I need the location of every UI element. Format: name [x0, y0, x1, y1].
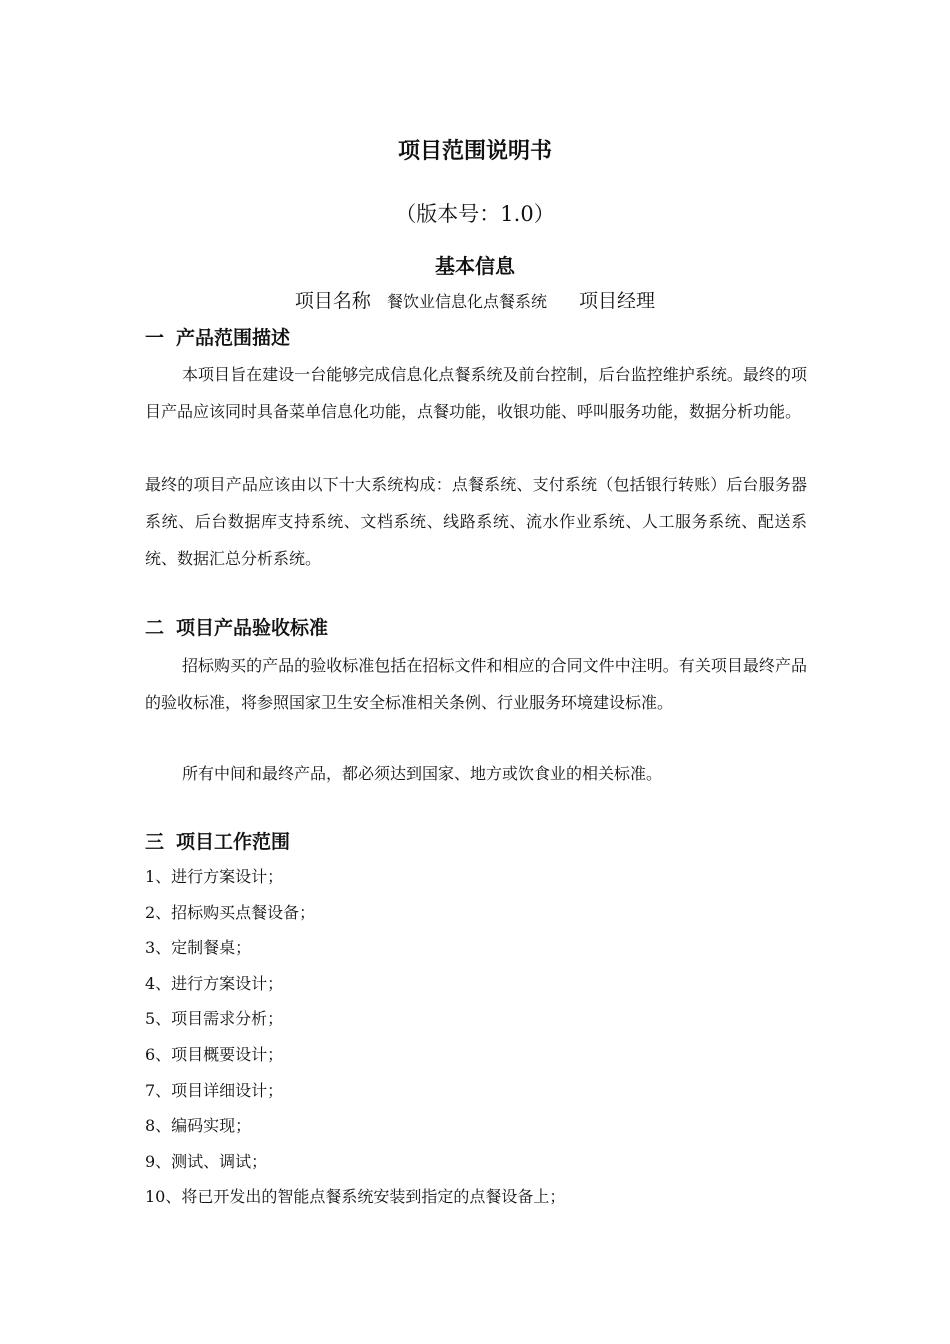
- project-name-label: 项目名称: [294, 290, 371, 312]
- section-heading-acceptance-criteria: [145, 613, 328, 640]
- list-item: 9、测试、调试；: [145, 1151, 268, 1171]
- list-item: 2、招标购买点餐设备；: [145, 902, 316, 922]
- paragraph: 所有中间和最终产品，都必须达到国家、地方或饮食业的相关标准。: [182, 764, 663, 783]
- project-name-value: 餐饮业信息化点餐系统: [386, 292, 547, 311]
- section-title: 项目产品验收标准: [176, 617, 329, 639]
- section-number: 一: [145, 327, 165, 349]
- list-item: 10、将已开发出的智能点餐系统安装到指定的点餐设备上；: [145, 1187, 566, 1207]
- list-item: 5、项目需求分析；: [145, 1009, 284, 1029]
- list-item: 6、项目概要设计；: [145, 1044, 284, 1064]
- paragraph: 本项目旨在建设一台能够完成信息化点餐系统及前台控制，后台监控维护系统。最终的项目产品应该同时具备菜单信息化功能，点餐功能，收银功能、呼叫服务功能，数据分析功能。: [145, 365, 807, 421]
- work-scope-list: [145, 859, 565, 1215]
- list-item: 4、进行方案设计；: [145, 973, 284, 993]
- paragraph: 招标购买的产品的验收标准包括在招标文件和相应的合同文件中注明。有关项目最终产品的验收标准，将参照国家卫生安全标准相关条例、行业服务环境建设标准。: [145, 656, 807, 712]
- list-item: 8、编码实现；: [145, 1116, 252, 1136]
- list-item: 3、定制餐桌；: [145, 938, 252, 958]
- paragraph: 最终的项目产品应该由以下十大系统构成：点餐系统、支付系统（包括银行转账）后台服务器系统、后台数据库支持系统、文档系统、线路系统、流水作业系统、人工服务系统、配送系统、数据汇总分析系统。: [145, 475, 807, 568]
- list-item: 7、项目详细设计；: [145, 1080, 284, 1100]
- document-title: 项目范围说明书: [397, 139, 552, 164]
- section-title: 项目工作范围: [176, 831, 291, 853]
- section-number: 三: [145, 831, 165, 853]
- list-item: 1、进行方案设计；: [145, 867, 284, 886]
- version-number: （版本号：1.0）: [395, 202, 555, 226]
- section-heading-work-scope: [145, 827, 290, 854]
- section-title: 产品范围描述: [176, 327, 291, 349]
- project-info-row: [0, 286, 950, 313]
- basic-info-heading: 基本信息: [435, 254, 515, 278]
- project-manager-label: 项目经理: [579, 290, 656, 312]
- section-heading-product-scope: [145, 323, 290, 350]
- section-number: 二: [145, 617, 165, 639]
